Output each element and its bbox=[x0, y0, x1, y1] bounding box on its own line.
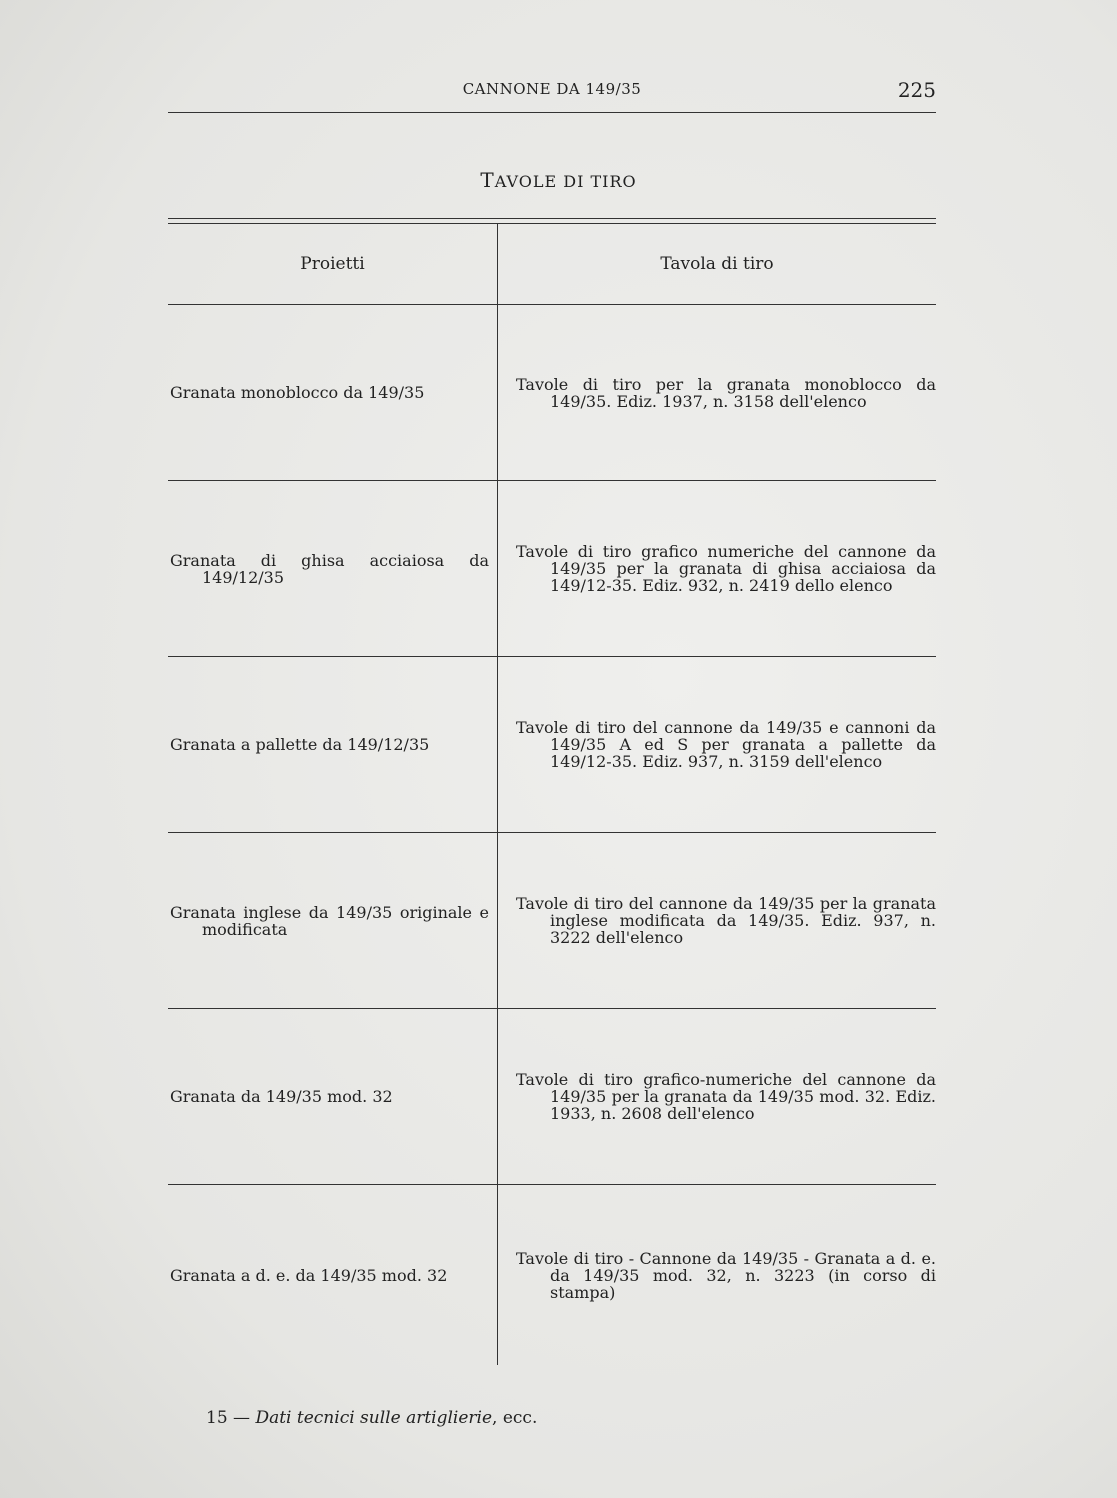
table-row bbox=[168, 1185, 936, 1365]
table-row bbox=[168, 305, 936, 481]
tavola-text: Tavole di tiro del cannone da 149/35 e cannoni da 149/35 A ed S per granata a pallette da 149/12-35. Ediz. 937, n. 3159 dell'elenco bbox=[516, 718, 936, 771]
tavola-text: Tavole di tiro grafico-numeriche del cannone da 149/35 per la granata da 149/35 mod. 32. Ediz. 1933, n. 2608 dell'elenco bbox=[516, 1070, 936, 1123]
proietto-cell bbox=[168, 657, 498, 832]
footer-dash: — bbox=[227, 1408, 256, 1428]
running-head bbox=[168, 78, 936, 113]
footer-title: Dati tecnici sulle artiglierie bbox=[255, 1408, 493, 1428]
proietto-text: Granata di ghisa acciaiosa da 149/12/35 bbox=[170, 550, 489, 587]
tavola-text: Tavole di tiro grafico numeriche del cannone da 149/35 per la granata di ghisa acciaiosa da 149/12-35. Ediz. 932, n. 2419 dello elenco bbox=[516, 542, 936, 595]
tavola-text: Tavole di tiro - Cannone da 149/35 - Granata a d. e. da 149/35 mod. 32, n. 3223 (in corso di stampa) bbox=[516, 1248, 936, 1302]
proietto-cell bbox=[168, 481, 498, 656]
header-proietti: Proietti bbox=[168, 224, 498, 304]
tavola-text: Tavole di tiro del cannone da 149/35 per la granata inglese modificata da 149/35. Ediz. 937, n. 3222 dell'elenco bbox=[516, 894, 936, 947]
table-row bbox=[168, 1009, 936, 1185]
page-number: 225 bbox=[897, 78, 936, 102]
proietto-cell bbox=[168, 1185, 498, 1365]
header-tavola-di-tiro: Tavola di tiro bbox=[660, 253, 774, 274]
proietto-text: Granata monoblocco da 149/35 bbox=[170, 383, 425, 402]
running-head-title: CANNONE DA 149/35 bbox=[462, 80, 642, 98]
table-header-row bbox=[168, 224, 936, 305]
firing-tables-table bbox=[168, 218, 936, 1365]
footer-signature: 15 bbox=[206, 1408, 228, 1428]
table-row bbox=[168, 833, 936, 1009]
section-title bbox=[0, 168, 1117, 192]
section-title-rest: AVOLE DI TIRO bbox=[494, 172, 637, 191]
proietto-cell bbox=[168, 305, 498, 480]
tavola-cell bbox=[498, 305, 936, 480]
footer-suffix: , ecc. bbox=[492, 1408, 538, 1428]
table-row bbox=[168, 657, 936, 833]
tavola-cell bbox=[498, 1009, 936, 1184]
proietto-text: Granata a d. e. da 149/35 mod. 32 bbox=[170, 1265, 448, 1285]
table-row bbox=[168, 481, 936, 657]
page-footer bbox=[206, 1408, 537, 1428]
tavola-text: Tavole di tiro per la granata monoblocco da 149/35. Ediz. 1937, n. 3158 dell'elenco bbox=[516, 374, 936, 411]
proietto-text: Granata inglese da 149/35 originale e modificata bbox=[170, 902, 489, 939]
section-title-initial: T bbox=[480, 168, 495, 192]
proietto-text: Granata a pallette da 149/12/35 bbox=[170, 735, 430, 754]
tavola-cell bbox=[498, 481, 936, 656]
proietto-text: Granata da 149/35 mod. 32 bbox=[170, 1087, 393, 1106]
proietto-cell bbox=[168, 1009, 498, 1184]
tavola-cell bbox=[498, 657, 936, 832]
tavola-cell bbox=[498, 1185, 936, 1365]
tavola-cell bbox=[498, 833, 936, 1008]
proietto-cell bbox=[168, 833, 498, 1008]
